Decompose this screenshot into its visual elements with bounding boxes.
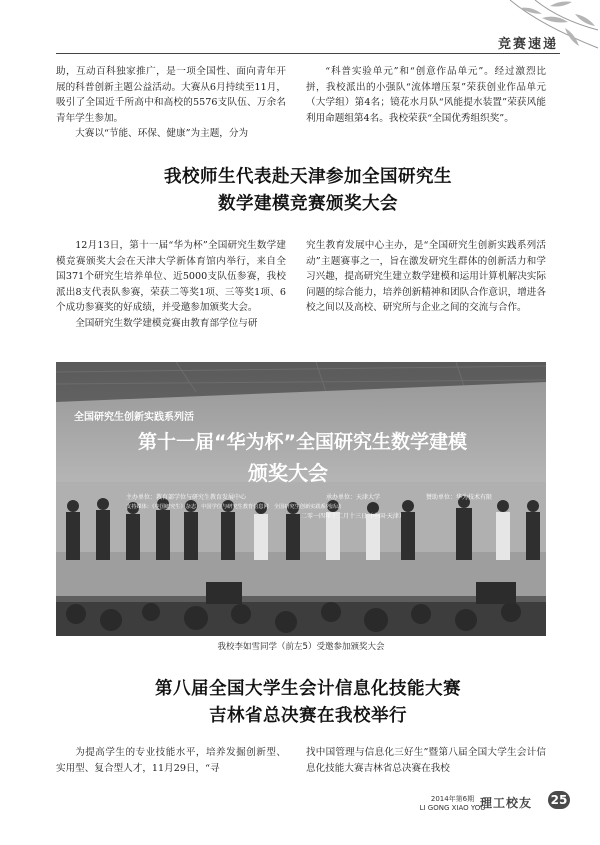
article1-title-line-1: 我校师生代表赴天津参加全国研究生 — [164, 167, 452, 187]
article1-left-paragraph-1: 12月13日，第十一届“华为杯”全国研究生数学建模竞赛颁奖大会在天津大学新体育馆内举行，来自全国371个研究生培养单位、近5000支队伍参赛，我校派出8支代表队参赛，荣获二等奖1项、三等奖1项、6个成功参赛奖的好成绩，并受邀参加颁奖大会。 — [56, 240, 286, 314]
photo-banner-small: 全国研究生创新实践系列活 — [74, 412, 194, 423]
photo-caption: 我校李如雪同学（前左5）受邀参加颁奖大会 — [217, 642, 385, 652]
footer-pinyin: LI GONG XIAO YOU — [419, 803, 486, 812]
photo-org-sponsor: 赞助单位：华为技术有限 — [426, 494, 493, 501]
photo-banner-main: 第十一届“华为杯”全国研究生数学建模 — [138, 431, 467, 453]
section-label: 竞赛速递 — [497, 37, 558, 52]
footer-issue: 2014年第6期 — [430, 795, 475, 803]
photo-banner-sub: 颁奖大会 — [248, 461, 328, 485]
article2-right-column — [306, 745, 546, 776]
top-article-right-paragraph-1: “科普实验单元”和“创意作品单元”。经过激烈比拼，我校派出的小强队“流体增压泵”荣获创业作品单元（大学组）第4名；镜花水月队“风能提水装置”荣获风能利用命题组第4名。我校荣获“全国优秀组织奖”。 — [306, 66, 546, 124]
header-rule — [56, 53, 560, 54]
article2-left-paragraph-1: 为提高学生的专业技能水平，培养发掘创新型、实用型、复合型人才，11月29日，“寻 — [56, 747, 286, 774]
article1-left-column — [56, 238, 286, 332]
page-number: 25 — [548, 791, 570, 809]
top-article-left-paragraph-1: 助，互动百科独家推广，是一项全国性、面向青年开展的科普创新主题公益活动。大赛从6月持续至11月，吸引了全国近千所高中和高校的5576支队伍、万余名青年学生参加。 — [56, 66, 286, 124]
photo-org-media: 支持媒体：《中国研究生》杂志 中国学位与研究生教育信息网 全国研究生创新实践系列活动 — [126, 504, 342, 510]
photo-date-line: 二零一四年十二月十三日（中国·天津） — [301, 513, 405, 520]
article1-right-column — [306, 238, 546, 316]
article1-headline — [56, 164, 560, 218]
article2-headline — [56, 676, 560, 730]
article1-title-line-2: 数学建模竞赛颁奖大会 — [218, 194, 398, 214]
article1-right-paragraph-1: 究生教育发展中心主办，是“全国研究生创新实践系列活动”主题赛事之一，旨在激发研究生群体的创新活力和学习兴趣，提高研究生建立数学建模和运用计算机解决实际问题的综合能力，培养创新精神和团队合作意识，增进各校之间以及高校、研究所与企业之间的交流与合作。 — [306, 240, 546, 314]
article2-title-line-2: 吉林省总决赛在我校举行 — [209, 706, 407, 726]
top-article-left-paragraph-2: 大赛以“节能、环保、健康”为主题，分为 — [75, 128, 249, 140]
footer-magazine-title: 理工校友 — [480, 796, 533, 810]
top-article-right-column — [306, 64, 546, 126]
article2-title-line-1: 第八届全国大学生会计信息化技能大赛 — [155, 679, 461, 699]
ceremony-photo — [56, 362, 546, 636]
article1-left-paragraph-2: 全国研究生数学建模竞赛由教育部学位与研 — [75, 317, 258, 329]
top-article-left-column — [56, 64, 286, 142]
photo-org-undertake: 承办单位：天津大学 — [326, 494, 381, 501]
article2-right-paragraph-1: 找中国管理与信息化三好生”暨第八届全国大学生会计信息化技能大赛吉林省总决赛在我校 — [306, 747, 546, 774]
photo-org-host: 主办单位：教育部学位与研究生教育发展中心 — [126, 494, 247, 501]
article2-left-column — [56, 745, 286, 776]
